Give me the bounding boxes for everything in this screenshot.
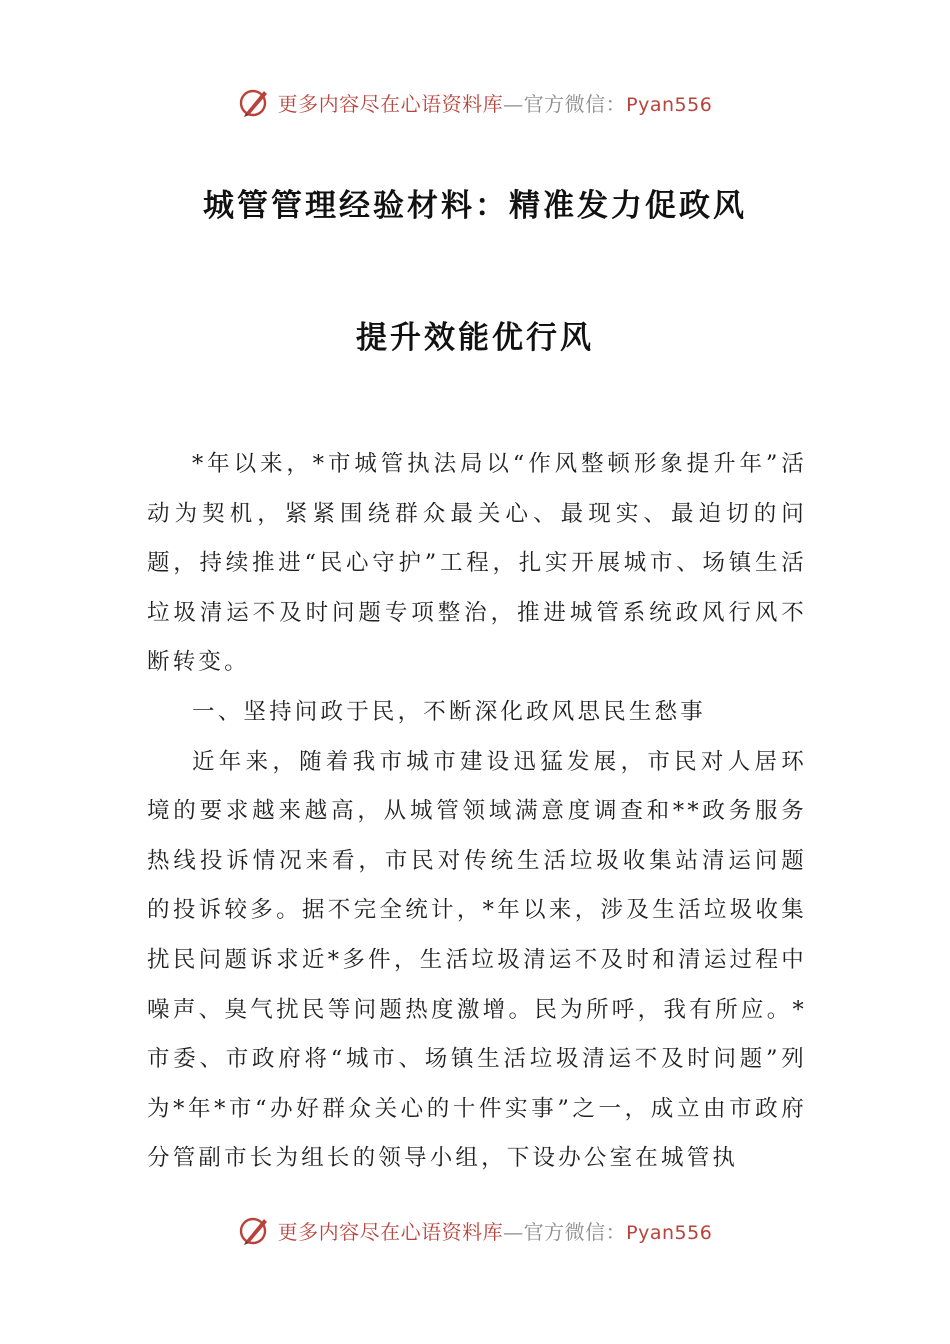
watermark-text	[278, 1216, 713, 1245]
pen-logo-icon	[238, 85, 272, 119]
document-body	[147, 440, 807, 1184]
pen-logo-icon	[238, 1213, 272, 1247]
footer-watermark	[0, 1210, 950, 1250]
watermark-wechat-label: 官方微信：	[523, 91, 627, 116]
body-paragraph: 近年来，随着我市城市建设迅猛发展，市民对人居环境的要求越来越高，从城管领域满意度调查和**政务服务热线投诉情况来看，市民对传统生活垃圾收集站清运问题的投诉较多。据不完全统计，*年以来，涉及生活垃圾收集扰民问题诉求近*多件，生活垃圾清运不及时和清运过程中噪声、臭气扰民等问题热度激增。民为所呼，我有所应。*市委、市政府将“城市、场镇生活垃圾清运不及时问题”列为*年*市“办好群众关心的十件实事”之一，成立由市政府分管副市长为组长的领导小组，下设办公室在城管执	[147, 748, 807, 1172]
watermark-wechat-id: Pyan556	[626, 1221, 713, 1244]
watermark-dash: —	[503, 91, 524, 116]
document-title-line-2: 提升效能优行风	[356, 320, 594, 356]
header-watermark	[0, 82, 950, 122]
watermark-dash: —	[503, 1219, 524, 1244]
section-heading: 一、坚持问政于民，不断深化政风思民生愁事	[192, 698, 707, 725]
watermark-text	[278, 88, 713, 117]
watermark-wechat-label: 官方微信：	[523, 1219, 627, 1244]
document-title-line-1: 城管管理经验材料：精准发力促政风	[203, 188, 747, 224]
watermark-wechat-id: Pyan556	[626, 93, 713, 116]
watermark-site-name: 更多内容尽在心语资料库	[277, 1219, 504, 1244]
body-paragraph: *年以来，*市城管执法局以“作风整顿形象提升年”活动为契机，紧紧围绕群众最关心、最现实、最迫切的问题，持续推进“民心守护”工程，扎实开展城市、场镇生活垃圾清运不及时问题专项整治，推进城管系统政风行风不断转变。	[147, 451, 807, 676]
watermark-site-name: 更多内容尽在心语资料库	[277, 91, 504, 116]
